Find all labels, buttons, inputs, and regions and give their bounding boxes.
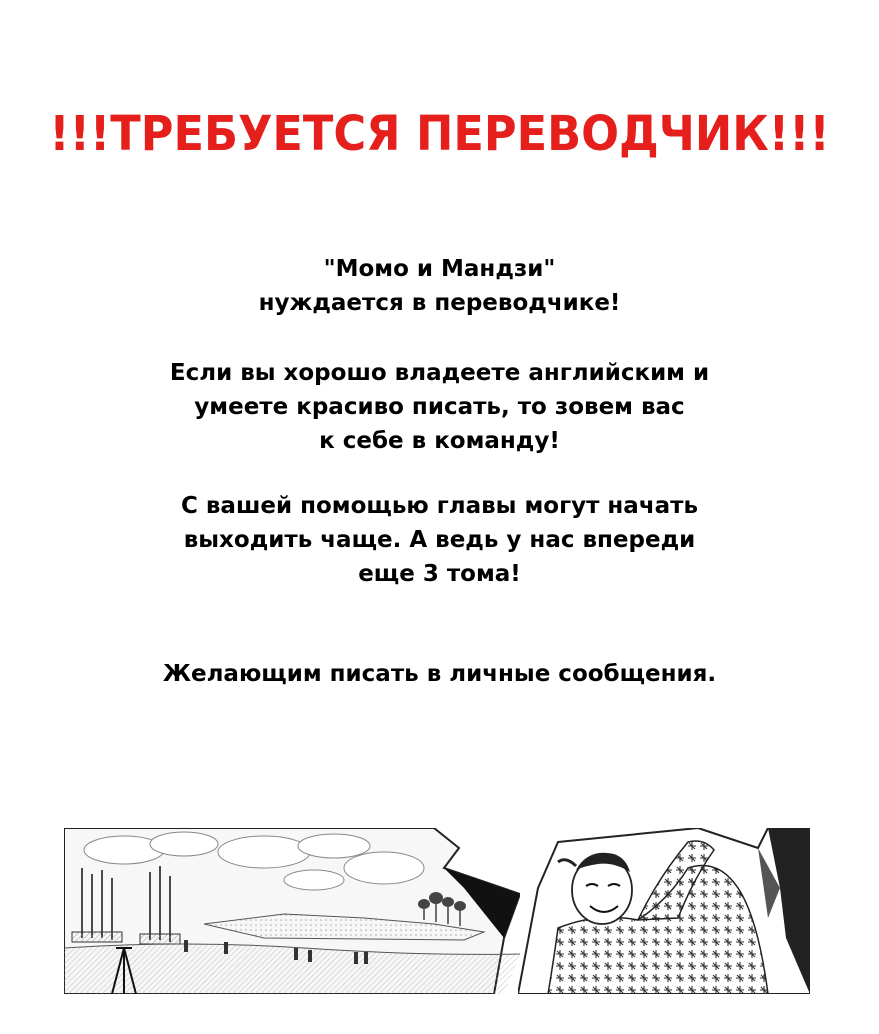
text-line: еще 3 тома!	[358, 561, 521, 587]
text-line: "Момо и Мандзи"	[323, 256, 556, 282]
text-line: Если вы хорошо владеете английским и	[169, 360, 710, 386]
paragraph-benefits	[0, 489, 879, 591]
text-line: умеете красиво писать, то зовем вас	[194, 394, 685, 420]
text-line: выходить чаще. А ведь у нас впереди	[183, 527, 696, 553]
paragraph-contact	[0, 657, 879, 691]
paragraph-title-mention	[0, 252, 879, 320]
paragraph-requirements	[0, 356, 879, 458]
text-line: нуждается в переводчике!	[258, 290, 621, 316]
text-line: С вашей помощью главы могут начать	[180, 493, 699, 519]
text-line: к себе в команду!	[319, 428, 560, 454]
recruitment-headline: !!!ТРЕБУЕТСЯ ПЕРЕВОДЧИК!!!	[49, 106, 830, 162]
beach-landscape-illustration	[64, 828, 520, 994]
text-line: Желающим писать в личные сообщения.	[162, 661, 717, 687]
samurai-character-illustration	[518, 828, 810, 994]
